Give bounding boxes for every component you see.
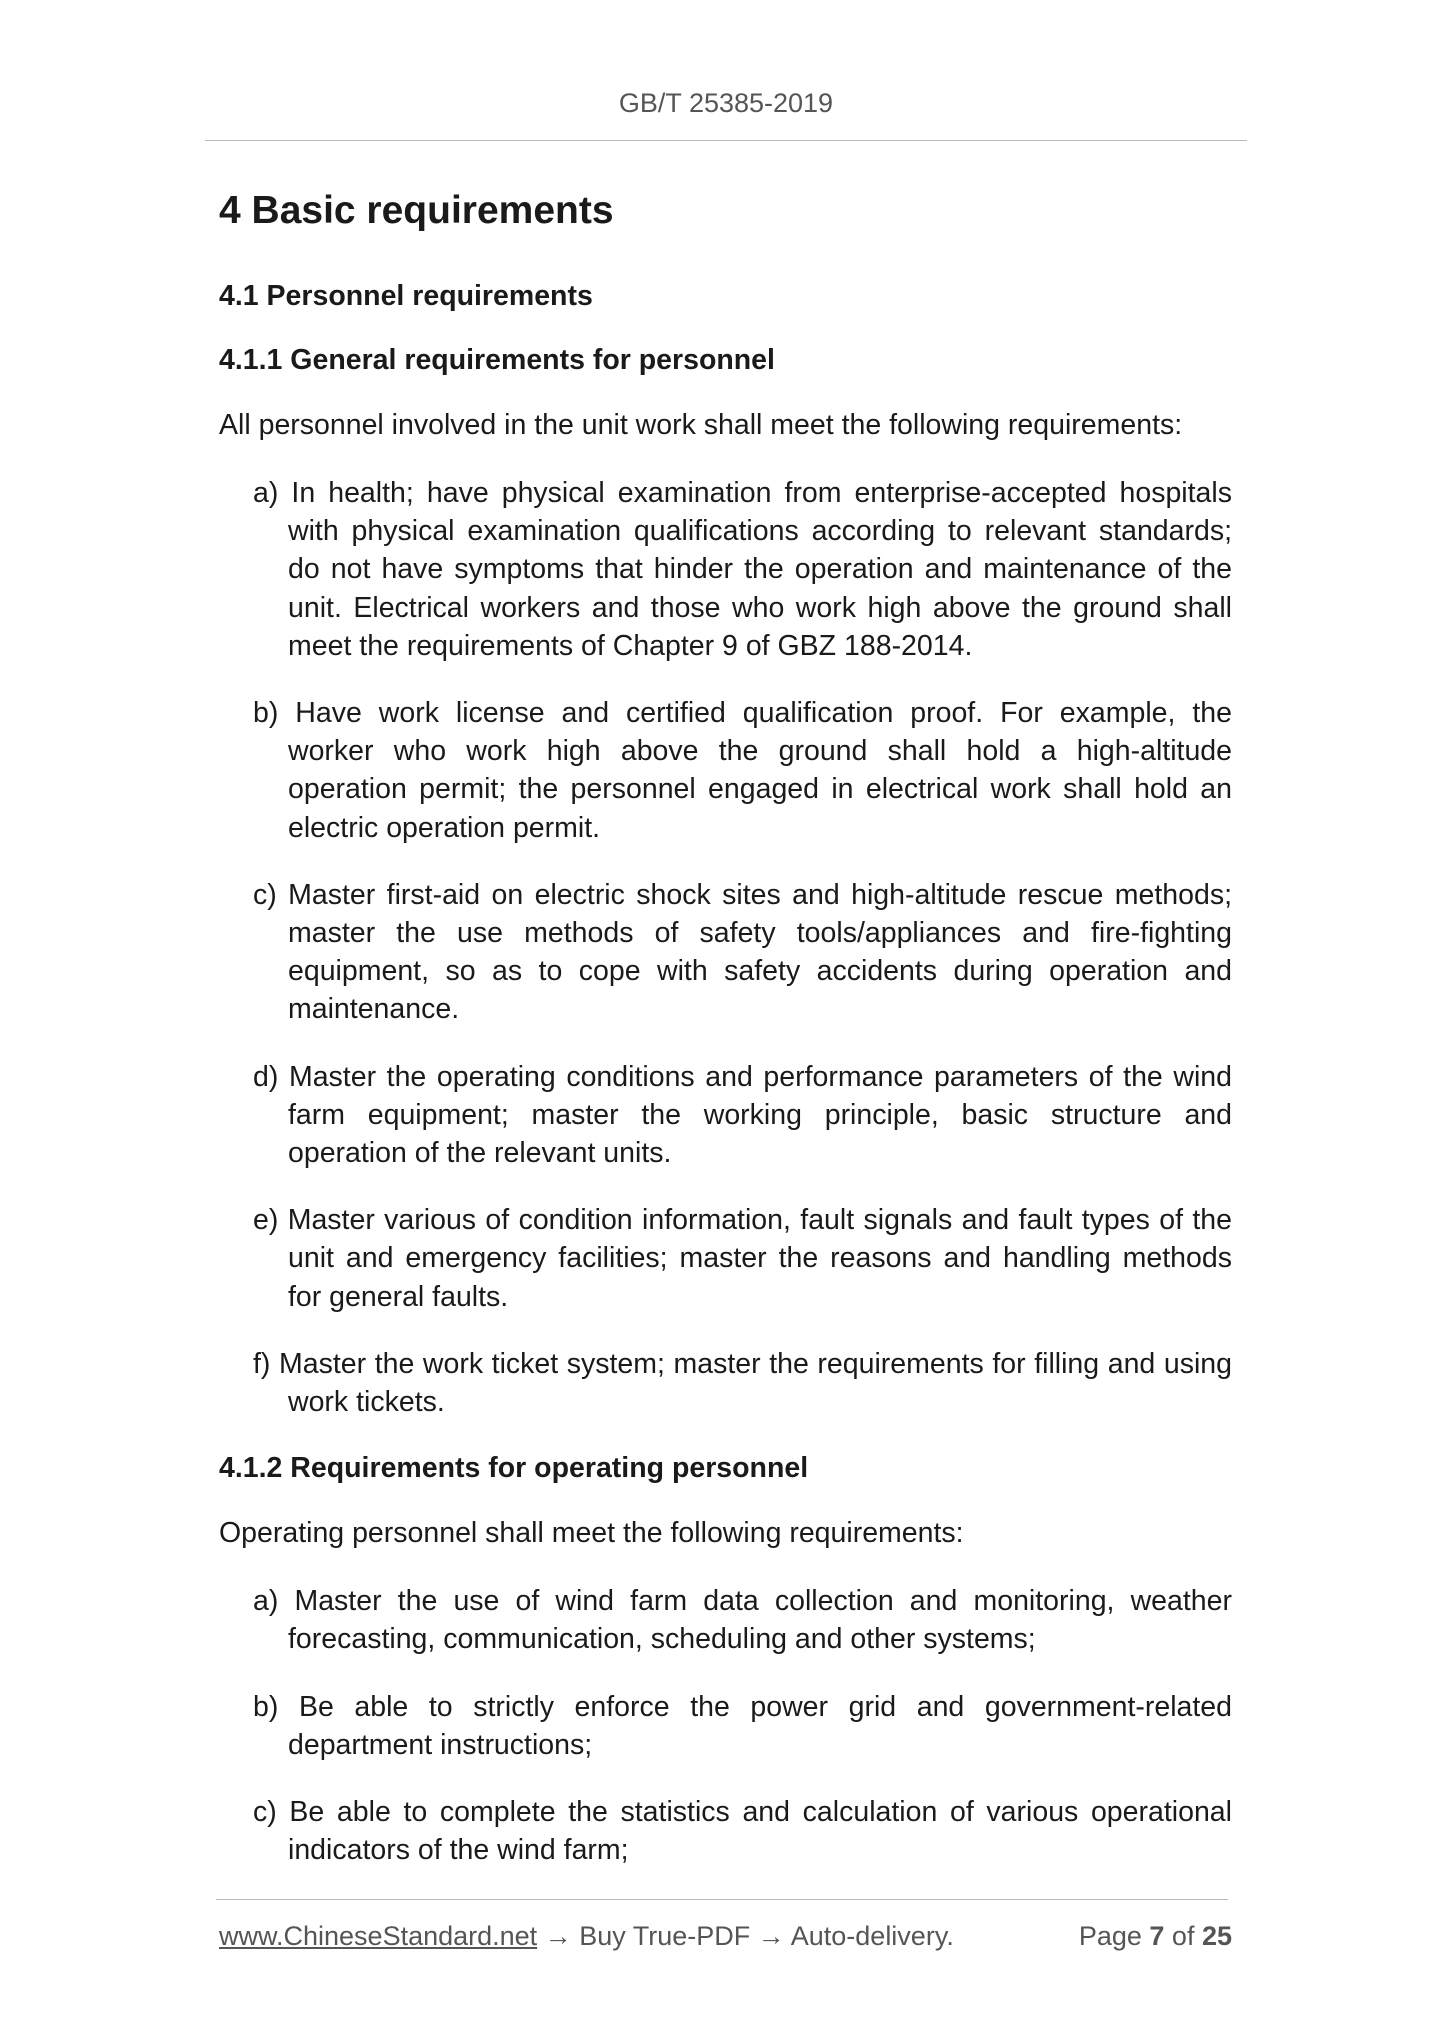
- list-item-marker: b): [253, 1690, 299, 1723]
- section-4-1-1-list: [219, 474, 1232, 1421]
- list-item-marker: a): [253, 477, 292, 509]
- list-item-marker: e): [253, 1204, 288, 1237]
- list-item-marker: a): [253, 1585, 295, 1618]
- list-item-text: Be able to complete the statistics and calculation of various operational indicators of the wind farm;: [288, 1796, 1232, 1867]
- list-item-text: Have work license and certified qualification proof. For example, the worker who work high above the ground shall hold a high-altitude operation permit; the personnel engaged in electrical work shall hold an electric operation permit.: [288, 697, 1232, 844]
- list-item-marker: c): [253, 1796, 290, 1829]
- page-current: 7: [1149, 1921, 1165, 1951]
- list-item: [253, 1582, 1232, 1658]
- list-item: [253, 1345, 1232, 1421]
- document-header-code: GB/T 25385-2019: [618, 88, 834, 118]
- page-indicator: [1079, 1919, 1232, 1953]
- page-of: of: [1164, 1921, 1202, 1951]
- list-item-text: Master first-aid on electric shock sites and high-altitude rescue methods; master the use methods of safety tools/appliances and fire-fighting equipment, so as to cope with safety accidents during operation and maintenance.: [288, 878, 1232, 1026]
- list-item: [253, 1688, 1232, 1764]
- section-4-1-2-title: 4.1.2 Requirements for operating personnel: [219, 1452, 809, 1485]
- list-item: [253, 876, 1232, 1029]
- section-4-1-1-title: 4.1.1 General requirements for personnel: [219, 344, 775, 376]
- list-item-text: Master the use of wind farm data collection and monitoring, weather forecasting, communication, scheduling and other systems;: [288, 1585, 1232, 1656]
- list-item: [253, 474, 1232, 665]
- footer-promo: [219, 1919, 954, 1953]
- site-link[interactable]: www.ChineseStandard.net: [219, 1921, 538, 1951]
- section-4-1-2-intro: Operating personnel shall meet the following requirements:: [219, 1517, 964, 1550]
- list-item: [253, 1058, 1232, 1173]
- section-4-1-2-list: [219, 1582, 1232, 1869]
- page-label: Page: [1078, 1921, 1150, 1951]
- list-item: [253, 1793, 1232, 1869]
- section-4-1-title: 4.1 Personnel requirements: [219, 280, 593, 312]
- list-item-text: Master the work ticket system; master the requirements for filling and using work tickets.: [279, 1347, 1232, 1419]
- list-item-text: In health; have physical examination from enterprise-accepted hospitals with physical examination qualifications according to relevant standards; do not have symptoms that hinder the operation and maintenance of the unit. Electrical workers and those who work high above the ground shall meet the requirements of Chapter 9 of GBZ 188-2014.: [288, 477, 1232, 662]
- list-item-marker: b): [253, 697, 296, 730]
- list-item-marker: f): [253, 1347, 279, 1380]
- list-item-marker: d): [253, 1060, 289, 1093]
- document-body: [219, 186, 1232, 1898]
- footer-divider: [216, 1899, 1228, 1900]
- list-item: [253, 694, 1232, 847]
- section-4-title: 4 Basic requirements: [219, 189, 614, 232]
- list-item-text: Be able to strictly enforce the power grid and government-related department instructions;: [288, 1690, 1232, 1761]
- page-total: 25: [1201, 1921, 1232, 1951]
- header-divider: [205, 140, 1247, 141]
- list-item: [253, 1201, 1232, 1316]
- list-item-text: Master the operating conditions and performance parameters of the wind farm equipment; master the working principle, basic structure and operation of the relevant units.: [288, 1060, 1232, 1170]
- section-4-1-1-intro: All personnel involved in the unit work shall meet the following requirements:: [219, 409, 1183, 441]
- list-item-marker: c): [253, 878, 289, 911]
- footer-tagline: → Buy True-PDF → Auto-delivery.: [537, 1921, 954, 1951]
- list-item-text: Master various of condition information, fault signals and fault types of the unit and emergency facilities; master the reasons and handling methods for general faults.: [287, 1204, 1232, 1313]
- document-footer: [219, 1919, 1232, 1953]
